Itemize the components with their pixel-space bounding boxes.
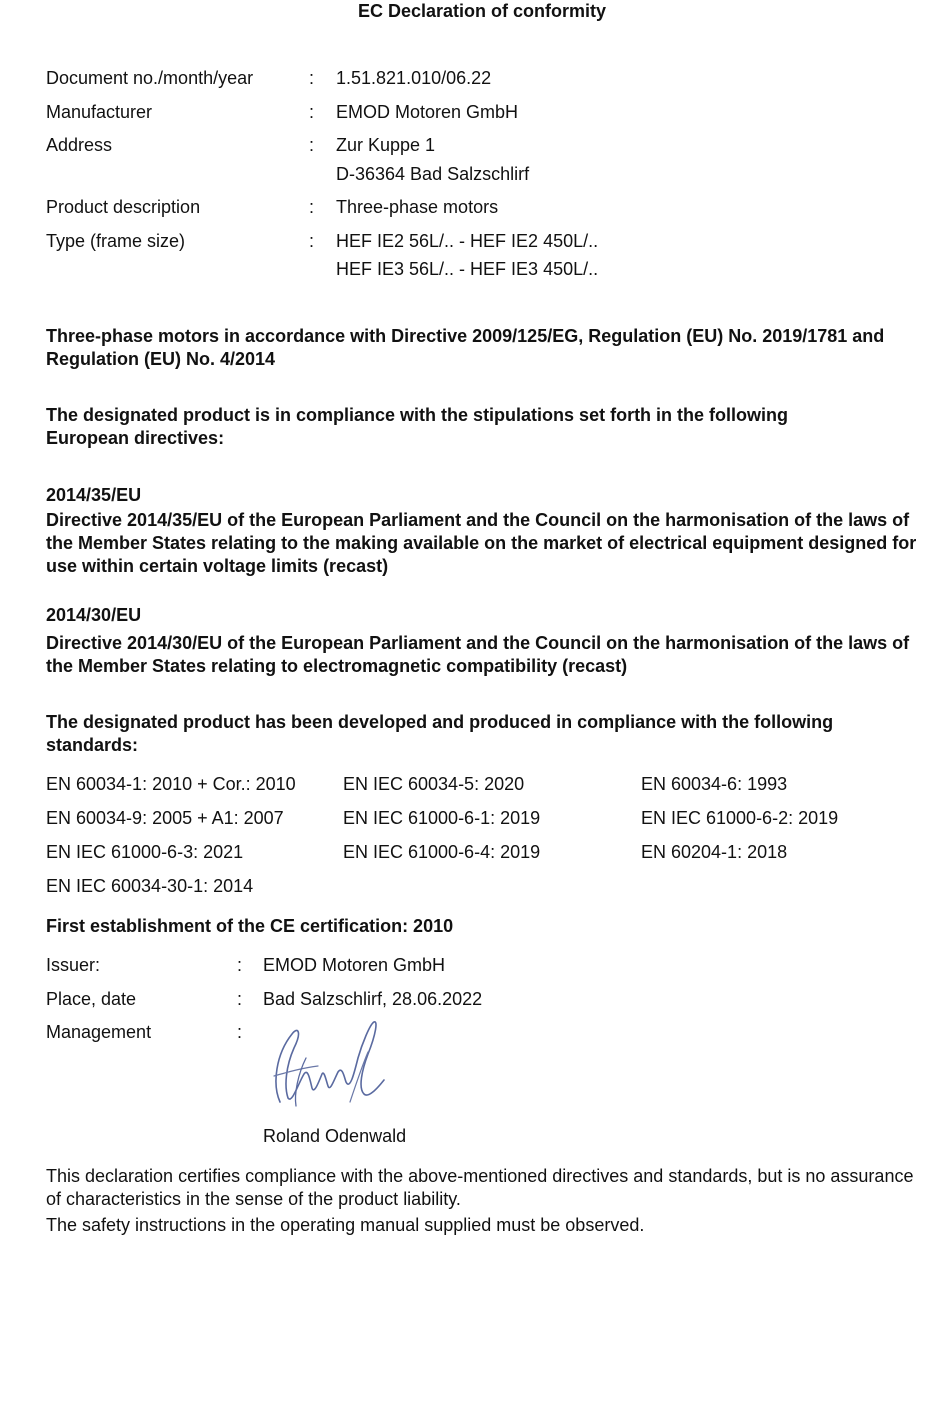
standard-item: EN IEC 61000-6-2: 2019: [641, 808, 839, 828]
issuer-label: Issuer:: [46, 955, 101, 975]
address-line-1: Zur Kuppe 1: [336, 135, 436, 155]
signer-name: Roland Odenwald: [263, 1126, 407, 1146]
document-no-colon: :: [309, 68, 315, 88]
management-colon: :: [237, 1022, 243, 1042]
address-label: Address: [46, 135, 113, 155]
accordance-paragraph: Three-phase motors in accordance with Directive 2009/125/EG, Regulation (EU) No. 2019/1781 and Regulation (EU) No. 4/2014: [46, 326, 885, 369]
directive-code-1: 2014/35/EU: [46, 485, 142, 505]
place-date-value: Bad Salzschlirf, 28.06.2022: [263, 989, 483, 1009]
type-colon: :: [309, 231, 315, 251]
issuer-value: EMOD Motoren GmbH: [263, 955, 446, 975]
address-colon: :: [309, 135, 315, 155]
standard-item: EN IEC 61000-6-1: 2019: [343, 808, 541, 828]
type-value-2: HEF IE3 56L/.. - HEF IE3 450L/..: [336, 259, 599, 279]
standard-item: EN IEC 61000-6-4: 2019: [343, 842, 541, 862]
directive-code-2: 2014/30/EU: [46, 605, 142, 625]
standard-item: EN IEC 61000-6-3: 2021: [46, 842, 244, 862]
standard-item: EN 60034-9: 2005 + A1: 2007: [46, 808, 284, 828]
standard-item: EN 60034-6: 1993: [641, 774, 788, 794]
footer-safety: The safety instructions in the operating manual supplied must be observed.: [46, 1215, 645, 1235]
signature-image: [258, 1014, 398, 1114]
standard-item: EN IEC 60034-5: 2020: [343, 774, 525, 794]
management-label: Management: [46, 1022, 152, 1042]
document-title: EC Declaration of conformity: [357, 1, 607, 21]
place-date-colon: :: [237, 989, 243, 1009]
product-description-label: Product description: [46, 197, 201, 217]
document-no-label: Document no./month/year: [46, 68, 254, 88]
footer-disclaimer: This declaration certifies compliance with the above-mentioned directives and standards, but is no assurance of characteristics in the sense of the product liability.: [46, 1166, 914, 1209]
directive-description-1: Directive 2014/35/EU of the European Parliament and the Council on the harmonisation of the laws of the Member States relating to the making available on the market of electrical equipment designed for use within certain voltage limits (recast): [46, 510, 917, 576]
directive-description-2: Directive 2014/30/EU of the European Parliament and the Council on the harmonisation of the laws of the Member States relating to electromagnetic compatibility (recast): [46, 633, 910, 676]
product-description-value: Three-phase motors: [336, 197, 499, 217]
manufacturer-label: Manufacturer: [46, 102, 153, 122]
issuer-colon: :: [237, 955, 243, 975]
place-date-label: Place, date: [46, 989, 137, 1009]
first-establishment: First establishment of the CE certification: 2010: [46, 916, 454, 936]
manufacturer-colon: :: [309, 102, 315, 122]
type-value-1: HEF IE2 56L/.. - HEF IE2 450L/..: [336, 231, 599, 251]
standard-item: EN 60034-1: 2010 + Cor.: 2010: [46, 774, 296, 794]
standard-item: EN 60204-1: 2018: [641, 842, 788, 862]
directives-intro: The designated product is in compliance with the stipulations set forth in the following European directives:: [46, 405, 789, 448]
manufacturer-value: EMOD Motoren GmbH: [336, 102, 519, 122]
address-line-2: D-36364 Bad Salzschlirf: [336, 164, 530, 184]
product-description-colon: :: [309, 197, 315, 217]
document-no-value: 1.51.821.010/06.22: [336, 68, 492, 88]
type-label: Type (frame size): [46, 231, 186, 251]
standard-item: EN IEC 60034-30-1: 2014: [46, 876, 254, 896]
standards-intro: The designated product has been developed and produced in compliance with the following standards:: [46, 712, 834, 755]
